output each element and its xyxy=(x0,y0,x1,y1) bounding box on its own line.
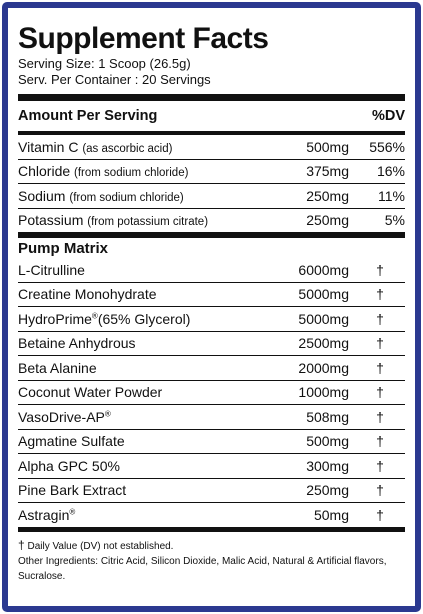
amount-cell: 250mg xyxy=(306,482,349,499)
amount-cell: 250mg xyxy=(306,187,349,204)
table-row xyxy=(18,183,405,208)
nutrient-name-cell xyxy=(18,139,279,155)
dv-dagger-cell: † xyxy=(376,408,384,425)
amount-cell: 2000mg xyxy=(298,359,349,376)
servings-per-container: Serv. Per Container : 20 Servings xyxy=(18,72,211,87)
dv-dagger-cell: † xyxy=(376,506,384,523)
dv-cell: 11% xyxy=(378,187,405,204)
ingredient-name-cell xyxy=(18,286,279,302)
ingredient-name-cell xyxy=(18,507,279,523)
nutrient-name: Vitamin C xyxy=(18,138,79,155)
dv-dagger-cell: † xyxy=(376,261,384,278)
amount-cell: 250mg xyxy=(306,212,349,229)
amount-cell: 6000mg xyxy=(298,261,349,278)
ingredient-name-cell xyxy=(18,409,279,425)
table-row xyxy=(18,159,405,184)
amount-cell: 300mg xyxy=(306,457,349,474)
ingredient-name: VasoDrive-AP xyxy=(18,408,105,425)
nutrient-name: Sodium xyxy=(18,187,66,204)
dv-dagger-cell: † xyxy=(376,310,384,327)
dv-dagger-cell: † xyxy=(376,286,384,303)
dv-cell: 556% xyxy=(369,138,405,155)
amount-per-serving-label: Amount Per Serving xyxy=(18,108,158,124)
amount-cell: 500mg xyxy=(306,433,349,450)
dv-dagger-cell: † xyxy=(376,482,384,499)
nutrient-source-note: (from sodium chloride) xyxy=(69,191,184,204)
label-border xyxy=(2,2,421,612)
nutrient-name-cell xyxy=(18,163,279,179)
table-row xyxy=(18,135,405,159)
pump-matrix-table xyxy=(18,258,405,527)
table-row xyxy=(18,380,405,405)
ingredient-name: Pine Bark Extract xyxy=(18,482,127,499)
ingredient-name-cell xyxy=(18,335,279,351)
amount-header xyxy=(18,101,405,131)
registered-mark: ® xyxy=(91,311,98,321)
dv-dagger-cell: † xyxy=(376,359,384,376)
ingredient-name-cell xyxy=(18,433,279,449)
nutrient-source-note: (as ascorbic acid) xyxy=(82,142,173,155)
amount-cell: 375mg xyxy=(306,163,349,180)
table-row xyxy=(18,478,405,503)
ingredient-name: Alpha GPC 50% xyxy=(18,457,120,474)
nutrient-name: Chloride xyxy=(18,163,71,180)
ingredient-name-cell xyxy=(18,458,279,474)
footer xyxy=(18,532,405,584)
dv-dagger-cell: † xyxy=(376,335,384,352)
dv-cell: 16% xyxy=(376,163,405,180)
ingredient-name-cell xyxy=(18,360,279,376)
ingredient-name-cell xyxy=(18,311,279,327)
dv-note-text: Daily Value (DV) not established. xyxy=(27,540,174,552)
dv-dagger-cell: † xyxy=(376,457,384,474)
dv-footnote xyxy=(18,538,405,554)
table-row xyxy=(18,355,405,380)
table-row xyxy=(18,404,405,429)
nutrient-name-cell xyxy=(18,212,279,228)
dv-dagger-cell: † xyxy=(376,384,384,401)
supplement-facts-panel xyxy=(8,8,415,606)
ingredient-name: Beta Alanine xyxy=(18,359,97,376)
amount-cell: 50mg xyxy=(313,506,349,523)
amount-cell: 1000mg xyxy=(298,384,349,401)
registered-mark: ® xyxy=(69,507,76,517)
ingredient-name-cell xyxy=(18,482,279,498)
amount-cell: 500mg xyxy=(306,138,349,155)
dv-header-label: %DV xyxy=(371,108,405,124)
table-row xyxy=(18,453,405,478)
ingredient-name: HydroPrime xyxy=(18,310,92,327)
dv-cell: 5% xyxy=(384,212,405,229)
ingredient-name-cell xyxy=(18,384,279,400)
nutrient-source-note: (from potassium citrate) xyxy=(87,216,209,229)
thick-divider xyxy=(18,94,405,101)
serving-size: Serving Size: 1 Scoop (26.5g) xyxy=(18,56,191,71)
ingredient-suffix: (65% Glycerol) xyxy=(97,310,191,327)
dagger-symbol: † xyxy=(18,537,25,552)
registered-mark: ® xyxy=(104,409,111,419)
vitamin-table xyxy=(18,135,405,232)
ingredient-name-cell xyxy=(18,262,279,278)
nutrient-name: Potassium xyxy=(18,212,84,229)
dv-dagger-cell: † xyxy=(376,433,384,450)
ingredient-name: Coconut Water Powder xyxy=(18,384,163,401)
amount-cell: 2500mg xyxy=(298,335,349,352)
table-row xyxy=(18,282,405,307)
other-ingredients: Other Ingredients: Citric Acid, Silicon Dioxide, Malic Acid, Natural & Artificial flavors, Sucralose. xyxy=(18,555,387,582)
ingredient-name: Agmatine Sulfate xyxy=(18,433,125,450)
ingredient-name: Astragin xyxy=(18,506,70,523)
ingredient-name: Betaine Anhydrous xyxy=(18,335,136,352)
amount-cell: 5000mg xyxy=(298,286,349,303)
table-row xyxy=(18,208,405,233)
table-row xyxy=(18,306,405,331)
pump-matrix-title: Pump Matrix xyxy=(18,240,109,257)
ingredient-name: L-Citrulline xyxy=(18,261,85,278)
ingredient-name: Creatine Monohydrate xyxy=(18,286,157,303)
table-row xyxy=(18,429,405,454)
nutrient-source-note: (from sodium chloride) xyxy=(74,167,189,180)
table-row xyxy=(18,502,405,527)
nutrient-name-cell xyxy=(18,188,279,204)
table-row xyxy=(18,331,405,356)
panel-title: Supplement Facts xyxy=(18,22,269,55)
table-row xyxy=(18,258,405,282)
amount-cell: 5000mg xyxy=(298,310,349,327)
amount-cell: 508mg xyxy=(306,408,349,425)
